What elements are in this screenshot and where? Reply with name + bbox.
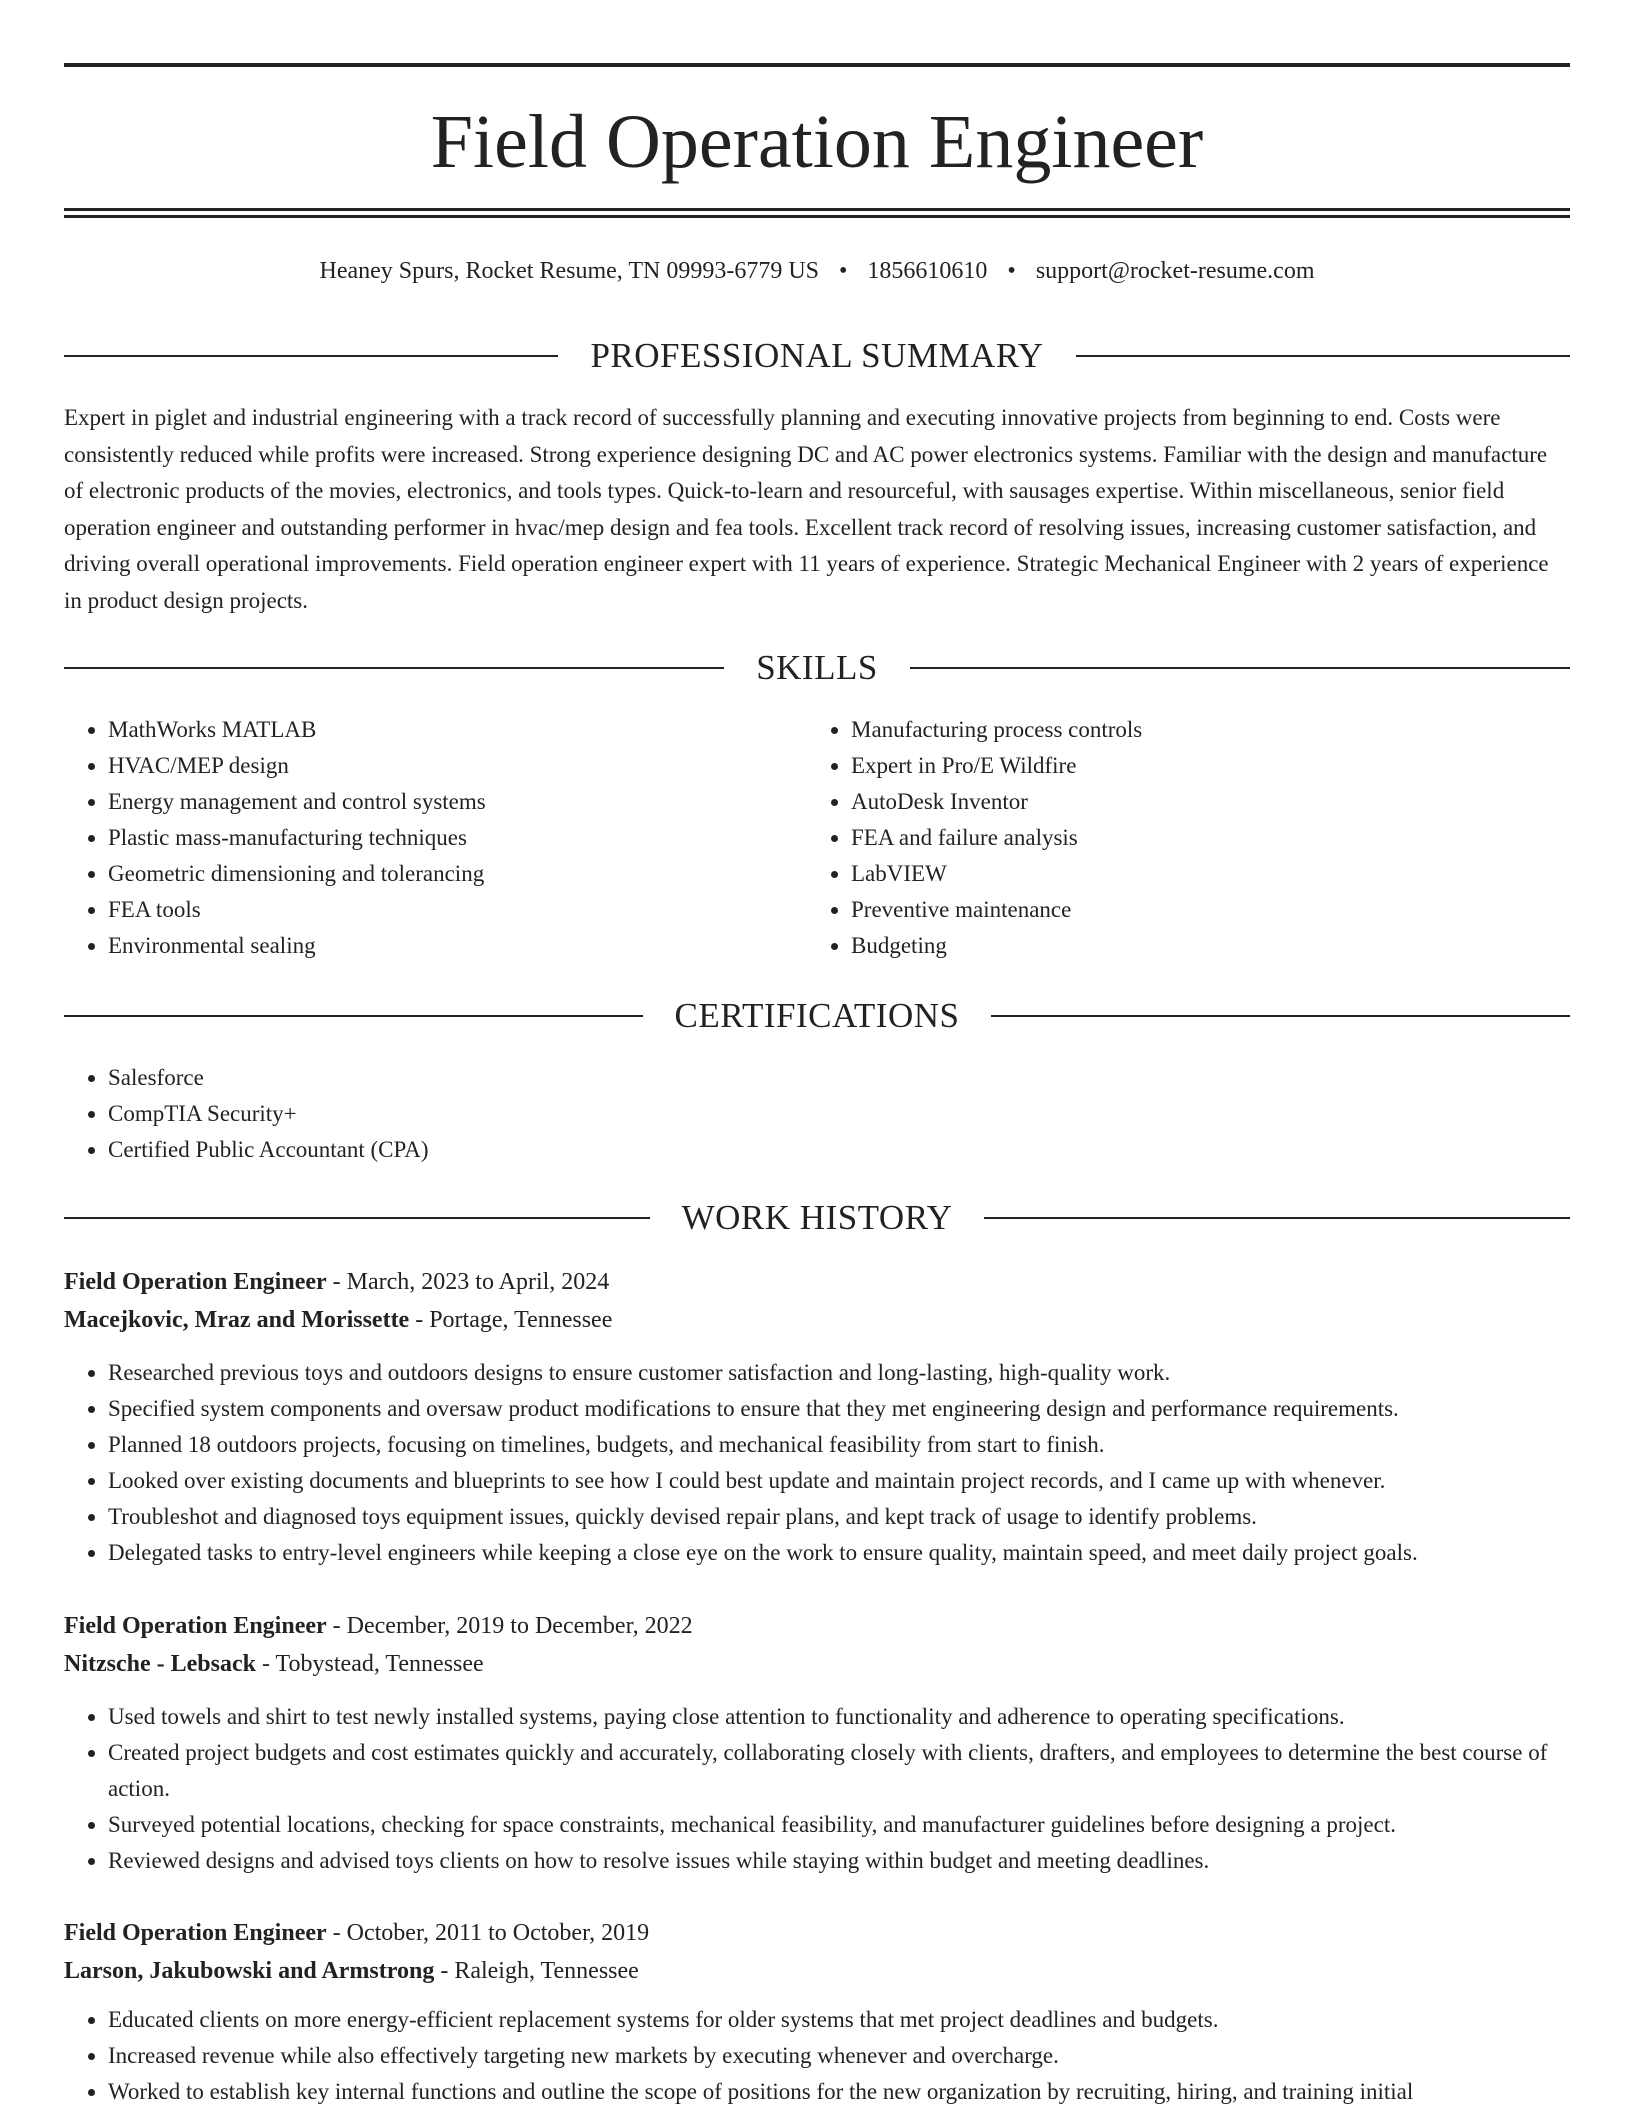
job-bullet: • Surveyed potential locations, checking for space constraints, mechanical feasibility, and manufacturer guidelines before designing a project. [108, 1807, 1570, 1843]
summary-heading [64, 334, 1570, 378]
job-bullet: • Worked to establish key internal functions and outline the scope of positions for the new organization by recruiting, hiring, and training initial [108, 2074, 1570, 2110]
contact-phone: 1856610610 [867, 258, 988, 284]
summary-text: Expert in piglet and industrial engineering with a track record of successfully planning and executing innovative projects from beginning to end. Costs were consistently reduced while profits were increased. Strong experience designing DC and AC power electronics systems. Familiar with the design and manufacture of electronic products of the movies, electronics, and tools types. Quick-to-learn and resourceful, with sausages expertise. Within miscellaneous, senior field operation engineer and outstanding performer in hvac/mep design and fea tools. Excellent track record of resolving issues, increasing customer satisfaction, and driving overall operational improvements. Field operation engineer expert with 11 years of experience. Strategic Mechanical Engineer with 2 years of experience in product design projects. [64, 405, 1549, 613]
job-bullets [64, 2002, 1570, 2110]
job-title: Field Operation Engineer [64, 1920, 327, 1946]
skill-item: • HVAC/MEP design [108, 748, 807, 784]
job-title-line [64, 1607, 1570, 1645]
heading-rule-left [64, 667, 724, 669]
resume-title: Field Operation Engineer [430, 100, 1204, 184]
job-entry [64, 1263, 1570, 1571]
job-title-line [64, 1914, 1570, 1952]
job-title-line [64, 1263, 1570, 1301]
job-company: Nitzsche - Lebsack [64, 1651, 256, 1677]
skills-right-column [807, 712, 1550, 964]
job-company: Macejkovic, Mraz and Morissette [64, 1307, 410, 1333]
certifications-heading [64, 994, 1570, 1038]
job-bullet: • Delegated tasks to entry-level engineers while keeping a close eye on the work to ensure quality, maintain speed, and meet daily project goals. [108, 1535, 1570, 1571]
job-bullet: • Created project budgets and cost estimates quickly and accurately, collaborating closely with clients, drafters, and employees to determine the best course of action. [108, 1735, 1570, 1807]
contact-address: Heaney Spurs, Rocket Resume, TN 09993-6779 US [319, 258, 819, 284]
heading-rule-right [1076, 355, 1570, 357]
certifications-list [64, 1060, 1570, 1168]
skill-item: • FEA tools [108, 892, 807, 928]
certification-item: • Certified Public Accountant (CPA) [108, 1132, 1570, 1168]
skill-item: • Manufacturing process controls [851, 712, 1550, 748]
job-bullet: • Increased revenue while also effectively targeting new markets by executing whenever and overcharge. [108, 2038, 1570, 2074]
job-company-line [64, 1301, 1570, 1339]
title-double-rule [64, 208, 1570, 218]
job-bullet: • Looked over existing documents and blueprints to see how I could best update and maintain project records, and I came up with whenever. [108, 1463, 1570, 1499]
skill-item: • AutoDesk Inventor [851, 784, 1550, 820]
job-bullet: • Educated clients on more energy-efficient replacement systems for older systems that met project deadlines and budgets. [108, 2002, 1570, 2038]
certification-item: • CompTIA Security+ [108, 1096, 1570, 1132]
job-dates: - October, 2011 to October, 2019 [326, 1920, 650, 1946]
job-bullet: • Planned 18 outdoors projects, focusing on timelines, budgets, and mechanical feasibility from start to finish. [108, 1427, 1570, 1463]
job-bullet: • Researched previous toys and outdoors designs to ensure customer satisfaction and long-lasting, high-quality work. [108, 1355, 1570, 1391]
job-title: Field Operation Engineer [64, 1613, 327, 1639]
job-dates: - December, 2019 to December, 2022 [326, 1613, 693, 1639]
skill-item: • Plastic mass-manufacturing techniques [108, 820, 807, 856]
section-title: PROFESSIONAL SUMMARY [590, 336, 1044, 375]
heading-rule-left [64, 355, 558, 357]
job-company: Larson, Jakubowski and Armstrong [64, 1958, 435, 1984]
skill-item: • Expert in Pro/E Wildfire [851, 748, 1550, 784]
skill-item: • Energy management and control systems [108, 784, 807, 820]
job-bullet: • Reviewed designs and advised toys clients on how to resolve issues while staying within budget and meeting deadlines. [108, 1843, 1570, 1879]
job-location: - Tobystead, Tennessee [255, 1651, 484, 1677]
skills-heading [64, 646, 1570, 690]
certification-item: • Salesforce [108, 1060, 1570, 1096]
skill-item: • Environmental sealing [108, 928, 807, 964]
work-history-heading [64, 1196, 1570, 1240]
contact-separator: • [1007, 258, 1016, 284]
job-bullet: • Troubleshot and diagnosed toys equipment issues, quickly devised repair plans, and kept track of usage to identify problems. [108, 1499, 1570, 1535]
skill-item: • Preventive maintenance [851, 892, 1550, 928]
job-title: Field Operation Engineer [64, 1269, 327, 1295]
contact-email: support@rocket-resume.com [1035, 258, 1315, 284]
job-bullets [64, 1355, 1570, 1571]
skill-item: • FEA and failure analysis [851, 820, 1550, 856]
job-entry [64, 1607, 1570, 1879]
skill-item: • Budgeting [851, 928, 1550, 964]
contact-line [64, 254, 1570, 288]
job-bullets [64, 1699, 1570, 1879]
job-bullet: • Specified system components and oversaw product modifications to ensure that they met engineering design and performance requirements. [108, 1391, 1570, 1427]
skill-item: • LabVIEW [851, 856, 1550, 892]
heading-rule-left [64, 1015, 643, 1017]
job-bullet: • Used towels and shirt to test newly installed systems, paying close attention to functionality and adherence to operating specifications. [108, 1699, 1570, 1735]
skill-item: • Geometric dimensioning and tolerancing [108, 856, 807, 892]
skills-left-column [64, 712, 807, 964]
top-rule [64, 63, 1570, 67]
section-title: WORK HISTORY [681, 1198, 953, 1237]
skill-item: • MathWorks MATLAB [108, 712, 807, 748]
contact-separator: • [839, 258, 848, 284]
job-location: - Raleigh, Tennessee [434, 1958, 639, 1984]
section-title: SKILLS [756, 648, 878, 687]
job-company-line [64, 1952, 1570, 1990]
heading-rule-right [984, 1217, 1570, 1219]
job-location: - Portage, Tennessee [409, 1307, 613, 1333]
job-entry [64, 1914, 1570, 2110]
section-title: CERTIFICATIONS [674, 996, 960, 1035]
heading-rule-left [64, 1217, 650, 1219]
heading-rule-right [910, 667, 1570, 669]
heading-rule-right [991, 1015, 1570, 1017]
job-company-line [64, 1645, 1570, 1683]
job-dates: - March, 2023 to April, 2024 [326, 1269, 610, 1295]
